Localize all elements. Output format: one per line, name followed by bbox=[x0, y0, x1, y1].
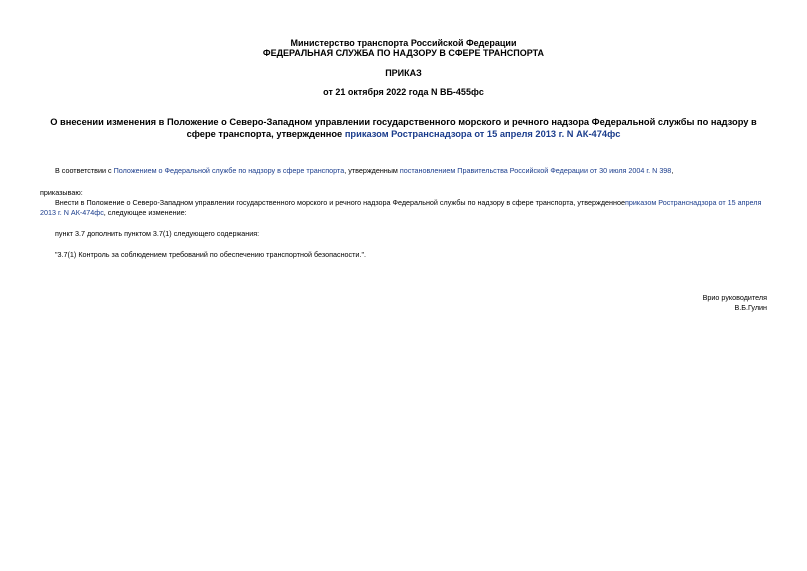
p3-pre: Внести в Положение о Северо-Западном управлении государственного морского и речного надзора Федеральной службы по надзору в сфере транспорта, утвержденное bbox=[55, 198, 625, 207]
p1-mid: , утвержденным bbox=[344, 166, 400, 175]
subject-link[interactable]: приказом Ространснадзора от 15 апреля 2013 г. N АК-474фс bbox=[344, 129, 621, 139]
p1-pre: В соответствии с bbox=[55, 166, 114, 175]
document-date-number: от 21 октября 2022 года N ВБ-455фс bbox=[323, 87, 484, 97]
document-subject bbox=[40, 116, 767, 140]
paragraph-basis bbox=[55, 166, 767, 176]
service-name: ФЕДЕРАЛЬНАЯ СЛУЖБА ПО НАДЗОРУ В СФЕРЕ ТРАНСПОРТА bbox=[262, 48, 545, 58]
p1-post: , bbox=[671, 166, 674, 175]
paragraph-clause-text: "3.7(1) Контроль за соблюдением требований по обеспечению транспортной безопасности.". bbox=[55, 250, 366, 259]
signature-position: Врио руководителя bbox=[702, 293, 767, 302]
order-link[interactable]: приказом Ространснадзора от 15 апреля 2013 г. N АК-474фс bbox=[40, 198, 762, 217]
regulation-link[interactable]: Положением о Федеральной службе по надзору в сфере транспорта bbox=[113, 166, 345, 175]
paragraph-order: приказываю: bbox=[40, 188, 83, 197]
paragraph-clause: пункт 3.7 дополнить пунктом 3.7(1) следующего содержания: bbox=[55, 229, 260, 238]
ministry-name: Министерство транспорта Российской Федерации bbox=[290, 38, 517, 48]
paragraph-amendment bbox=[40, 198, 768, 218]
subject-text: О внесении изменения в Положение о Северо-Западном управлении государственного морского и речного надзора Федеральной службы по надзору в сфере транспорта, утвержденное bbox=[50, 117, 757, 139]
signature-name: В.Б.Гулин bbox=[734, 303, 767, 312]
government-decree-link[interactable]: постановлением Правительства Российской Федерации от 30 июля 2004 г. N 398 bbox=[399, 166, 672, 175]
document-type: ПРИКАЗ bbox=[385, 68, 422, 78]
p3-post: , следующее изменение: bbox=[103, 208, 187, 217]
